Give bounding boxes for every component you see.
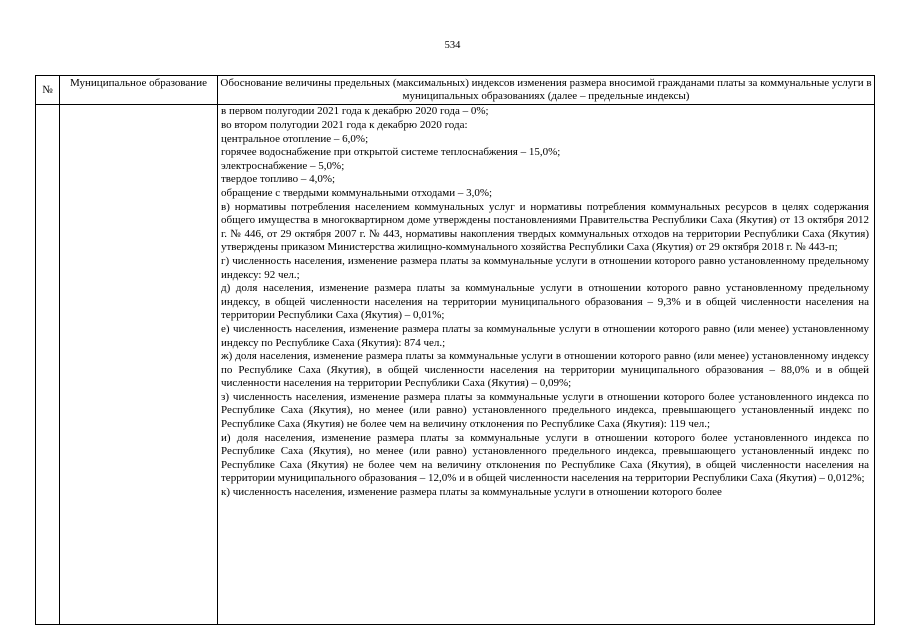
paragraph: д) доля населения, изменение размера платы за коммунальные услуги в отношении которого равно установленному предельному индексу, в общей численности населения на территории муниципального образования – 9,3% и в общей численности населения на территории Республики Саха (Якутия) – 0,01%;	[221, 282, 869, 322]
header-municipality: Муниципальное образование	[60, 76, 218, 105]
header-number: №	[36, 76, 60, 105]
paragraph: в первом полугодии 2021 года к декабрю 2020 года – 0%;	[221, 105, 489, 118]
paragraph: обращение с твердыми коммунальными отходами – 3,0%;	[221, 186, 493, 199]
table-header-row	[36, 76, 875, 105]
cell-justification	[218, 105, 875, 625]
paragraph: з) численность населения, изменение размера платы за коммунальные услуги в отношении которого более установленного индекса по Республике Саха (Якутия), но менее (или равно) установленного предельного индекса, превышающего установленный индекс по Республике Саха (Якутия) не более чем на величину отклонения по Республике Саха (Якутия): 119 чел.;	[221, 390, 869, 431]
paragraph: в) нормативы потребления населением коммунальных услуг и нормативы потребления коммунальных ресурсов в целях содержания общего имущества в многоквартирном доме утверждены постановлениями Правительства Республики Саха (Якутия) от 13 октября 2012 г. № 446, от 29 октября 2007 г. № 443, нормативы накопления твердых коммунальных отходов на территории Республики Саха (Якутия) утверждены приказом Министерства жилищно-коммунального хозяйства Республики Саха (Якутия) от 29 октября 2018 г. № 443-п;	[221, 200, 869, 254]
paragraph: к) численность населения, изменение размера платы за коммунальные услуги в отношении которого более	[221, 486, 722, 499]
paragraph: ж) доля населения, изменение размера платы за коммунальные услуги в отношении которого равно (или менее) установленному индексу по Республике Саха (Якутия), в общей численности населения на территории муниципального образования – 88,0% и в общей численности населения на территории Республики Саха (Якутия) – 0,09%;	[221, 350, 869, 390]
paragraph: во втором полугодии 2021 года к декабрю 2020 года:	[221, 119, 468, 131]
paragraph: центральное отопление – 6,0%;	[221, 132, 369, 145]
justification-text	[218, 105, 874, 624]
table-row	[36, 105, 875, 625]
paragraph: г) численность населения, изменение размера платы за коммунальные услуги в отношении которого равно установленному предельному индексу: 92 чел.;	[221, 254, 869, 281]
index-table	[35, 75, 875, 625]
cell-number	[36, 105, 60, 625]
paragraph: горячее водоснабжение при открытой системе теплоснабжения – 15,0%;	[221, 146, 561, 159]
header-justification: Обоснование величины предельных (максимальных) индексов изменения размера вносимой гражданами платы за коммунальные услуги в муниципальных образованиях (далее – предельные индексы)	[218, 76, 875, 105]
page-number: 534	[444, 40, 461, 51]
paragraph: и) доля населения, изменение размера платы за коммунальные услуги в отношении которого более установленного индекса по Республике Саха (Якутия), но менее (или равно) установленного предельного индекса, превышающего установленный индекс по Республике Саха (Якутия) не более чем на величину отклонения по Республике Саха (Якутия), в общей численности населения на территории муниципального образования – 12,0% и в общей численности населения на территории Республики Саха (Якутия) – 0,012%;	[221, 431, 869, 485]
paragraph: твердое топливо – 4,0%;	[221, 173, 336, 186]
paragraph: е) численность населения, изменение размера платы за коммунальные услуги в отношении которого равно (или менее) установленному индексу по Республике Саха (Якутия): 874 чел.;	[221, 322, 869, 349]
paragraph: электроснабжение – 5,0%;	[221, 159, 345, 172]
cell-municipality	[60, 105, 218, 625]
